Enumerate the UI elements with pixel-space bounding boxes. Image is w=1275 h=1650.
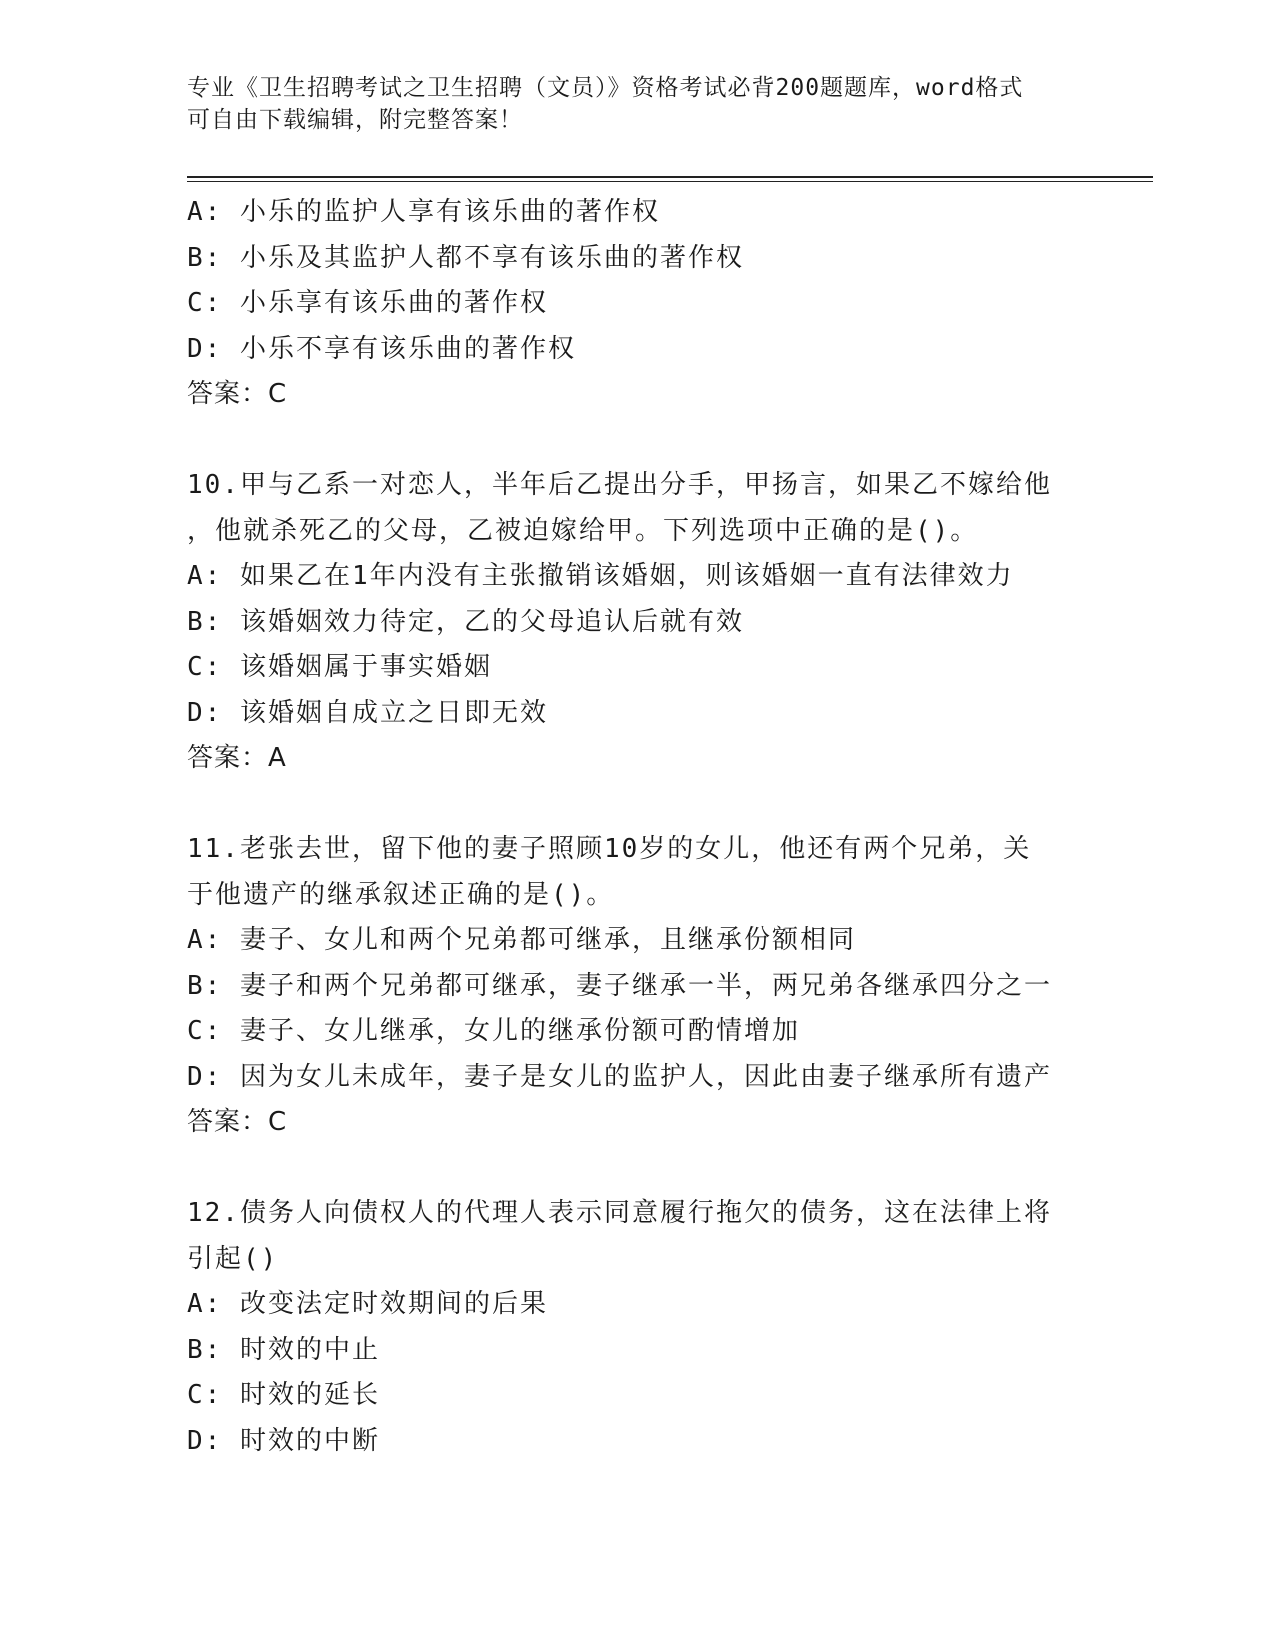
- header-divider-top: [187, 176, 1153, 178]
- option-d: D: 该婚姻自成立之日即无效: [187, 697, 548, 728]
- question-11: [187, 827, 1087, 1146]
- option-a: A: 改变法定时效期间的后果: [187, 1289, 548, 1319]
- question-stem-line-2: 引起(): [187, 1243, 279, 1274]
- option-c: C: 该婚姻属于事实婚姻: [187, 652, 492, 682]
- spacer: [187, 418, 1087, 464]
- header-divider-bottom: [187, 181, 1153, 182]
- option-b: B: 该婚姻效力待定，乙的父母追认后就有效: [187, 606, 744, 637]
- option-d: D: 因为女儿未成年，妻子是女儿的监护人，因此由妻子继承所有遗产: [187, 1061, 1052, 1092]
- answer: 答案：A: [187, 743, 287, 773]
- option-a: A: 小乐的监护人享有该乐曲的著作权: [187, 197, 660, 227]
- spacer: [187, 782, 1087, 828]
- question-10: [187, 463, 1087, 782]
- option-d: D: 时效的中断: [187, 1425, 380, 1456]
- option-d: D: 小乐不享有该乐曲的著作权: [187, 333, 576, 364]
- question-list: [187, 190, 1087, 1464]
- option-c: C: 时效的延长: [187, 1380, 380, 1410]
- option-b: B: 妻子和两个兄弟都可继承，妻子继承一半，两兄弟各继承四分之一: [187, 970, 1052, 1001]
- question-stem-line-2: 于他遗产的继承叙述正确的是()。: [187, 879, 615, 910]
- header-line-1: 专业《卫生招聘考试之卫生招聘（文员）》资格考试必背200题题库，word格式: [187, 75, 1024, 101]
- option-a: A: 如果乙在1年内没有主张撤销该婚姻，则该婚姻一直有法律效力: [187, 561, 1014, 591]
- option-b: B: 时效的中止: [187, 1334, 380, 1365]
- option-c: C: 妻子、女儿继承，女儿的继承份额可酌情增加: [187, 1016, 800, 1046]
- spacer: [187, 1146, 1087, 1192]
- document-header: [187, 72, 1067, 136]
- question-12: [187, 1191, 1087, 1464]
- header-line-2: 可自由下载编辑，附完整答案！: [187, 107, 523, 133]
- option-c: C: 小乐享有该乐曲的著作权: [187, 288, 548, 318]
- question-stem-line-1: 11.老张去世，留下他的妻子照顾10岁的女儿，他还有两个兄弟，关: [187, 834, 1032, 864]
- option-b: B: 小乐及其监护人都不享有该乐曲的著作权: [187, 242, 744, 273]
- question-9: [187, 190, 1087, 418]
- question-stem-line-1: 12.债务人向债权人的代理人表示同意履行拖欠的债务，这在法律上将: [187, 1198, 1052, 1228]
- answer: 答案：C: [187, 379, 288, 409]
- question-stem-line-1: 10.甲与乙系一对恋人，半年后乙提出分手，甲扬言，如果乙不嫁给他: [187, 470, 1052, 500]
- question-stem-line-2: ，他就杀死乙的父母，乙被迫嫁给甲。下列选项中正确的是()。: [187, 515, 979, 546]
- option-a: A: 妻子、女儿和两个兄弟都可继承，且继承份额相同: [187, 925, 856, 955]
- answer: 答案：C: [187, 1107, 288, 1137]
